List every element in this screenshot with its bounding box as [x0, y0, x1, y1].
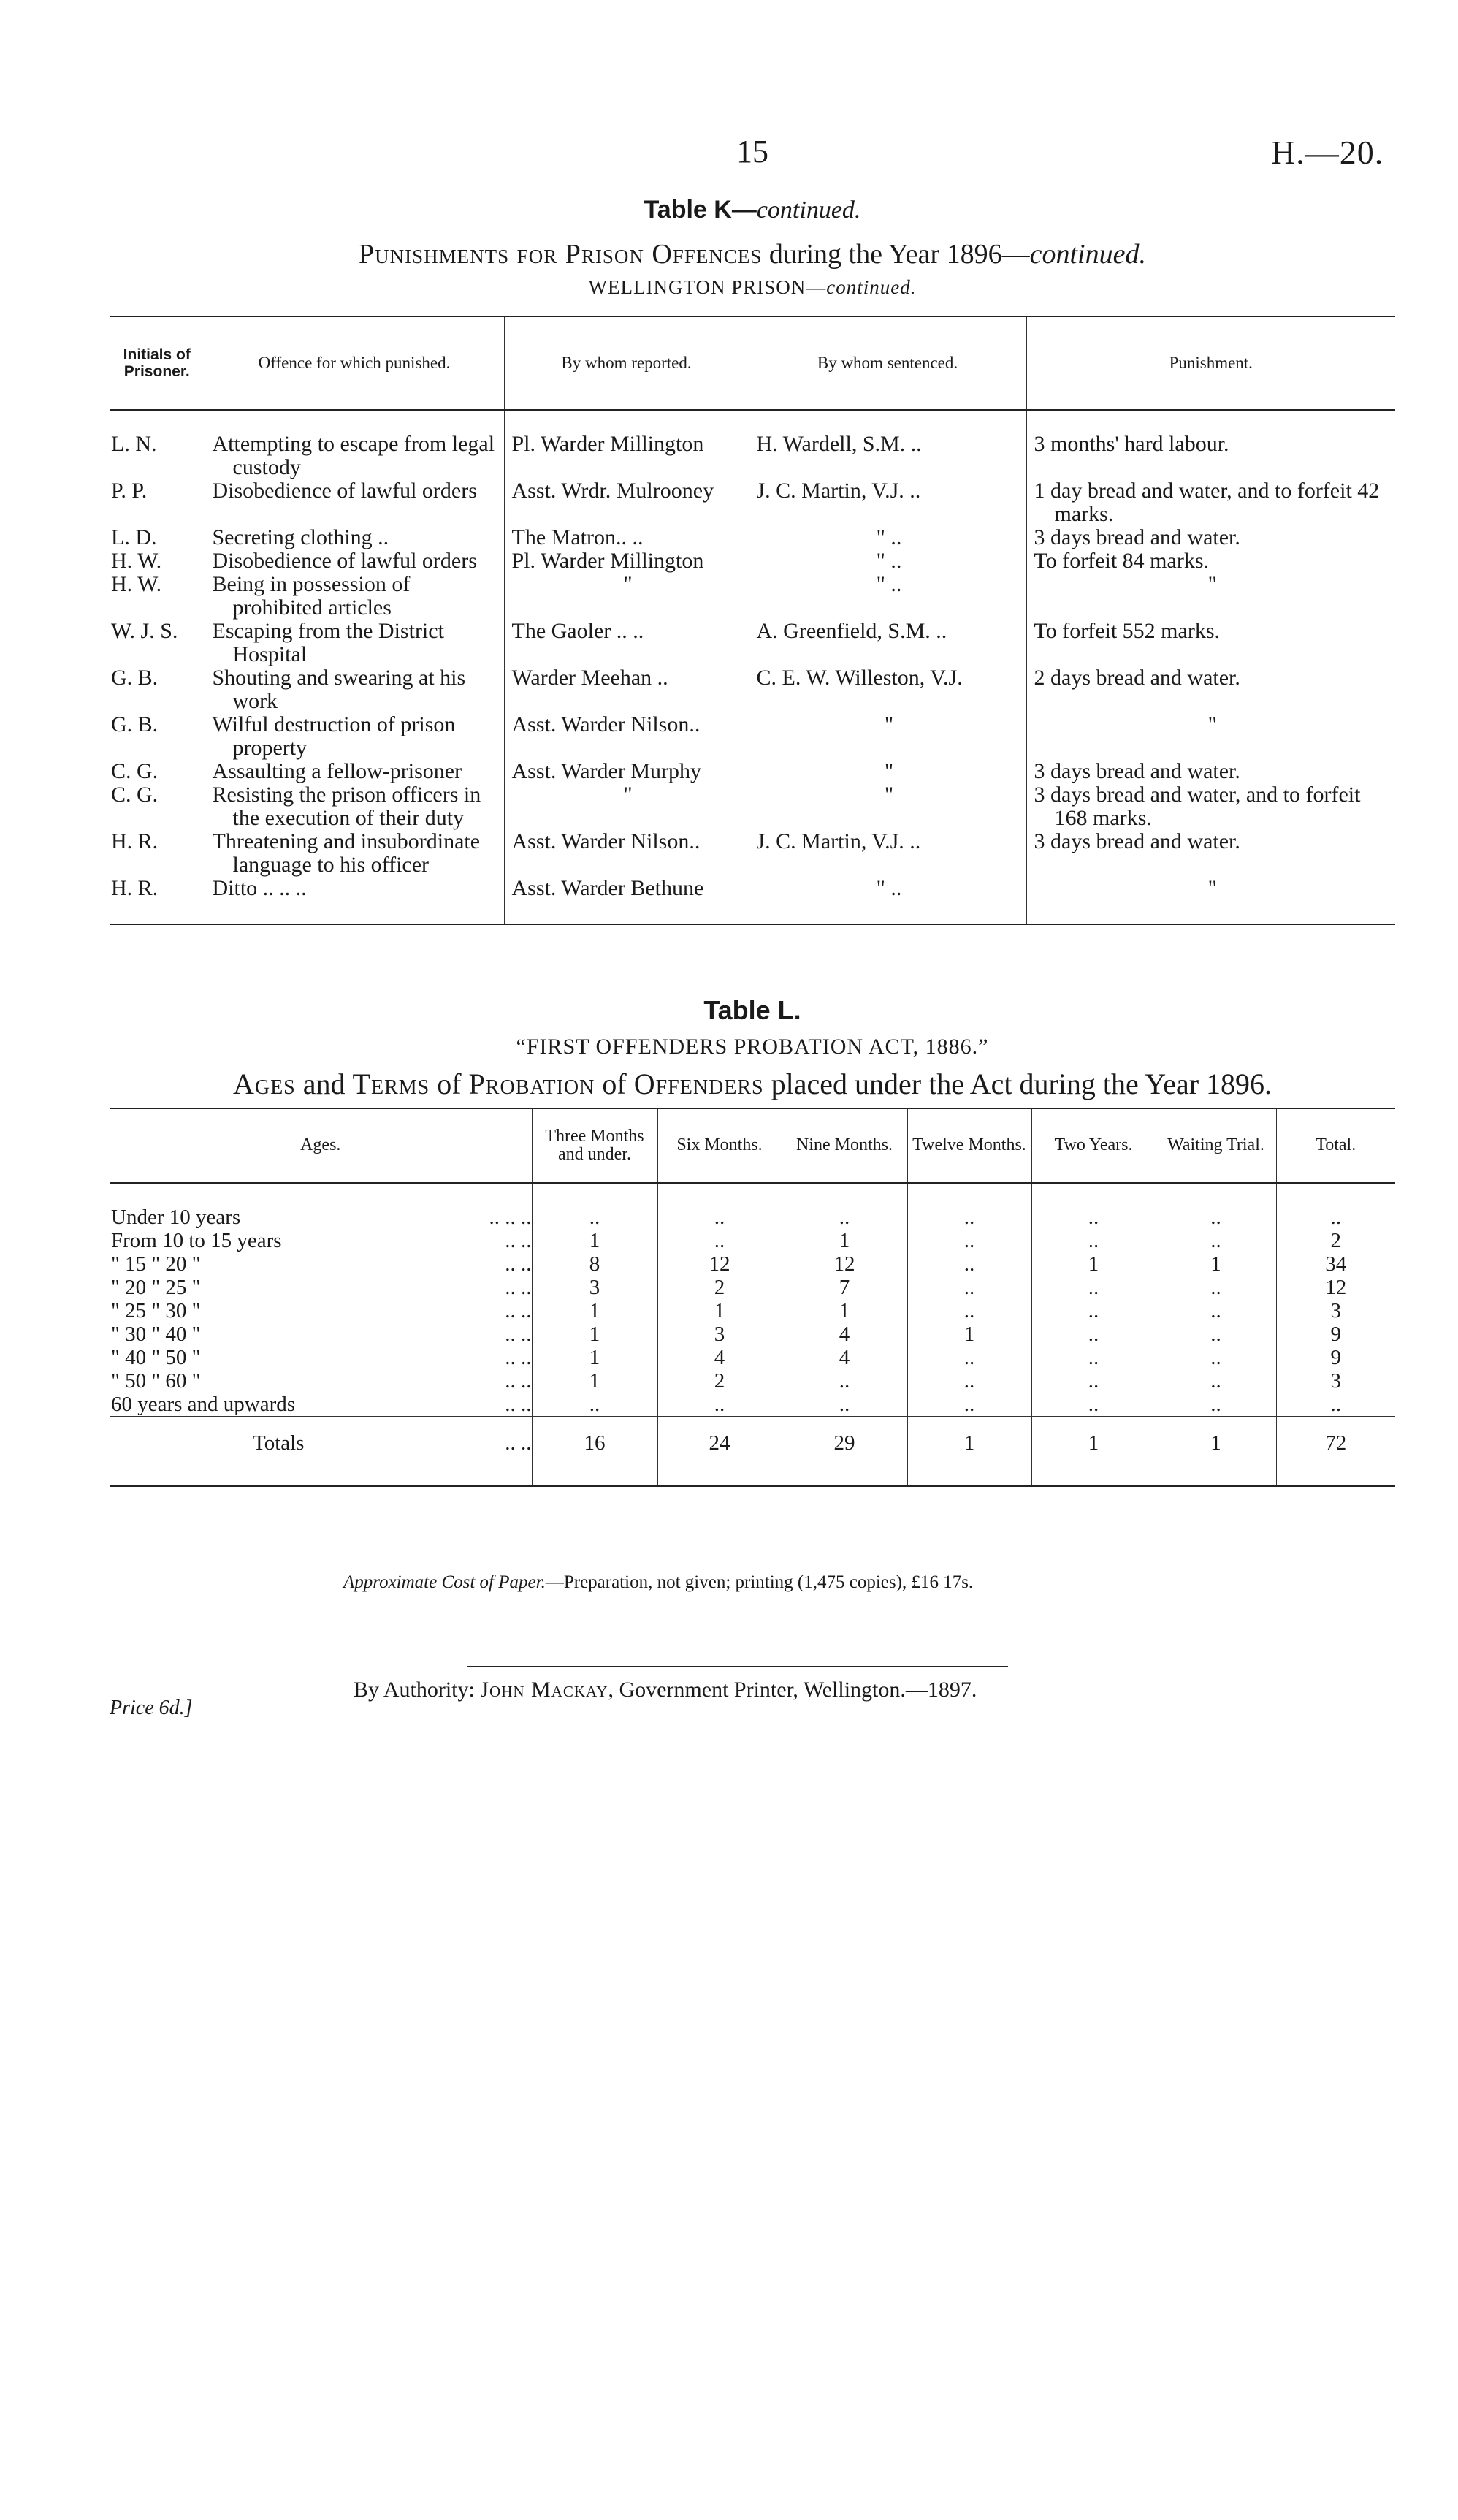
cell-punishment: 1 day bread and water, and to forfeit 42 marks.: [1026, 479, 1395, 526]
cell-sentenced-by: A. Greenfield, S.M. ..: [749, 620, 1026, 666]
cell-initials: W. J. S.: [111, 619, 178, 643]
table-l-title: Table L.: [703, 995, 801, 1025]
table-row: [110, 549, 1395, 573]
cell-waiting-trial: 1: [1156, 1417, 1276, 1470]
cost-label: Approximate Cost of Paper.: [343, 1572, 546, 1592]
col-header-total: Total.: [1276, 1108, 1395, 1183]
cell-total: 12: [1276, 1276, 1395, 1299]
cell-nine-months: 4: [782, 1322, 907, 1346]
leader-dots: .. ..: [505, 1346, 532, 1369]
cell-total: 9: [1276, 1322, 1395, 1346]
col-header-punishment: Punishment.: [1026, 316, 1395, 410]
table-row: [110, 1229, 1395, 1252]
age-label: " 25 " 30 ": [111, 1299, 201, 1322]
cell-initials: H. R.: [111, 876, 159, 900]
col-header-reported: By whom reported.: [504, 316, 749, 410]
table-row: [110, 573, 1395, 620]
cell-sentenced-by: ": [749, 760, 1026, 783]
cell-six-months: ..: [657, 1229, 782, 1252]
cell-initials: G. B.: [111, 666, 159, 690]
col-header-offence: Offence for which punished.: [205, 316, 504, 410]
table-k: [110, 316, 1395, 925]
cell-three-months: 3: [532, 1276, 657, 1299]
cell-twelve-months: ..: [907, 1369, 1031, 1393]
cell-two-years: ..: [1031, 1276, 1156, 1299]
cell-waiting-trial: ..: [1156, 1206, 1276, 1229]
cell-sentenced-by: " ..: [749, 573, 1026, 620]
cost-text: —Preparation, not given; printing (1,475 copies), £16 17s.: [545, 1572, 974, 1592]
table-row: [110, 1206, 1395, 1229]
cell-reported-by: Asst. Warder Murphy: [504, 760, 749, 783]
cell-offence: Being in possession of prohibited articles: [205, 573, 504, 620]
leader-dots: .. ..: [505, 1393, 532, 1416]
cell-two-years: ..: [1031, 1322, 1156, 1346]
cell-age: [110, 1252, 532, 1276]
cell-age: [110, 1369, 532, 1393]
cell-total: 9: [1276, 1346, 1395, 1369]
cell-three-months: 1: [532, 1322, 657, 1346]
cell-initials: H. W.: [111, 572, 162, 596]
table-k-subtitle-continued: continued.: [1029, 239, 1146, 270]
cell-sentenced-by: ": [749, 713, 1026, 760]
age-label: " 50 " 60 ": [111, 1369, 201, 1393]
leader-dots: .. .. ..: [489, 1206, 532, 1229]
cell-total: 34: [1276, 1252, 1395, 1276]
cell-nine-months: 1: [782, 1229, 907, 1252]
page-number: 15: [736, 134, 768, 170]
cell-total: 2: [1276, 1229, 1395, 1252]
cell-waiting-trial: ..: [1156, 1229, 1276, 1252]
table-l-body: [110, 1183, 1395, 1486]
cost-note: [343, 1572, 973, 1593]
cell-initials: C. G.: [111, 759, 159, 783]
cell-total: 3: [1276, 1369, 1395, 1393]
cell-six-months: ..: [657, 1393, 782, 1417]
cell-offence: Attempting to escape from legal custody: [205, 433, 504, 479]
cell-three-months: 16: [532, 1417, 657, 1470]
cell-punishment: ": [1026, 877, 1395, 900]
cell-punishment: 3 months' hard labour.: [1026, 433, 1395, 479]
cell-waiting-trial: 1: [1156, 1252, 1276, 1276]
age-label: From 10 to 15 years: [111, 1229, 282, 1252]
table-row: [110, 830, 1395, 877]
cell-punishment: ": [1026, 573, 1395, 620]
cell-age: [110, 1276, 532, 1299]
cell-age: [110, 1206, 532, 1229]
cell-waiting-trial: ..: [1156, 1346, 1276, 1369]
subtitle-word-offenders: Offenders: [633, 1067, 764, 1100]
cell-three-months: 8: [532, 1252, 657, 1276]
cell-nine-months: 12: [782, 1252, 907, 1276]
cell-two-years: 1: [1031, 1417, 1156, 1470]
cell-reported-by: Warder Meehan ..: [504, 666, 749, 713]
cell-sentenced-by: " ..: [749, 549, 1026, 573]
table-row: [110, 1276, 1395, 1299]
cell-age: [110, 1417, 532, 1470]
cell-two-years: ..: [1031, 1393, 1156, 1417]
cell-nine-months: ..: [782, 1393, 907, 1417]
cell-punishment: ": [1026, 713, 1395, 760]
cell-punishment: 2 days bread and water.: [1026, 666, 1395, 713]
age-label: 60 years and upwards: [111, 1393, 296, 1416]
cell-age: [110, 1346, 532, 1369]
col-header-initials: Initials of Prisoner.: [110, 316, 205, 410]
cell-offence: Ditto .. .. ..: [205, 877, 504, 900]
cell-offence: Secreting clothing ..: [205, 526, 504, 549]
table-k-subtitle-rest: during the Year 1896—: [762, 239, 1030, 270]
col-header-two-years: Two Years.: [1031, 1108, 1156, 1183]
col-header-twelve-months: Twelve Months.: [907, 1108, 1031, 1183]
cell-punishment: To forfeit 552 marks.: [1026, 620, 1395, 666]
table-row: [110, 1369, 1395, 1393]
cell-two-years: ..: [1031, 1229, 1156, 1252]
subtitle-and: and: [295, 1067, 353, 1100]
cell-three-months: ..: [532, 1206, 657, 1229]
table-k-header: [110, 316, 1395, 410]
cell-initials: L. N.: [111, 432, 157, 456]
table-l-subtitle: [0, 1067, 1458, 1101]
subtitle-word-terms: Terms: [352, 1067, 430, 1100]
cell-reported-by: Asst. Warder Nilson..: [504, 830, 749, 877]
cell-six-months: 2: [657, 1369, 782, 1393]
cell-offence: Assaulting a fellow-prisoner: [205, 760, 504, 783]
cell-reported-by: ": [504, 573, 749, 620]
authority-suffix: , Government Printer, Wellington.—1897.: [608, 1678, 977, 1702]
cell-initials: H. R.: [111, 829, 159, 853]
cell-three-months: 1: [532, 1346, 657, 1369]
cell-reported-by: The Gaoler .. ..: [504, 620, 749, 666]
table-row: [110, 433, 1395, 479]
cell-offence: Shouting and swearing at his work: [205, 666, 504, 713]
cell-offence: Resisting the prison officers in the execution of their duty: [205, 783, 504, 830]
cell-three-months: ..: [532, 1393, 657, 1417]
cell-offence: Wilful destruction of prison property: [205, 713, 504, 760]
cell-two-years: ..: [1031, 1346, 1156, 1369]
cell-reported-by: Asst. Wrdr. Mulrooney: [504, 479, 749, 526]
cell-punishment: 3 days bread and water, and to forfeit 168 marks.: [1026, 783, 1395, 830]
cell-twelve-months: ..: [907, 1229, 1031, 1252]
cell-punishment: 3 days bread and water.: [1026, 760, 1395, 783]
age-label: " 40 " 50 ": [111, 1346, 201, 1369]
cell-punishment: To forfeit 84 marks.: [1026, 549, 1395, 573]
cell-twelve-months: ..: [907, 1206, 1031, 1229]
cell-total: ..: [1276, 1393, 1395, 1417]
col-header-nine-months: Nine Months.: [782, 1108, 907, 1183]
cell-initials: H. W.: [111, 549, 162, 573]
cell-reported-by: ": [504, 783, 749, 830]
cell-nine-months: 4: [782, 1346, 907, 1369]
table-k-body: [110, 410, 1395, 924]
table-row: [110, 1252, 1395, 1276]
cell-sentenced-by: J. C. Martin, V.J. ..: [749, 830, 1026, 877]
table-k-subtitle-caps: Punishments for Prison Offences: [359, 239, 763, 270]
cell-twelve-months: 1: [907, 1417, 1031, 1470]
cell-offence: Threatening and insubordinate language to his officer: [205, 830, 504, 877]
cell-sentenced-by: C. E. W. Willeston, V.J.: [749, 666, 1026, 713]
col-header-ages: Ages.: [110, 1108, 532, 1183]
table-row: [110, 1346, 1395, 1369]
leader-dots: .. ..: [505, 1252, 532, 1276]
price: Price 6d.]: [110, 1697, 193, 1719]
cell-two-years: ..: [1031, 1369, 1156, 1393]
cell-six-months: 2: [657, 1276, 782, 1299]
cell-age: [110, 1229, 532, 1252]
cell-twelve-months: ..: [907, 1276, 1031, 1299]
cell-six-months: 1: [657, 1299, 782, 1322]
cell-three-months: 1: [532, 1299, 657, 1322]
cell-reported-by: Pl. Warder Millington: [504, 433, 749, 479]
table-k-prison: [0, 276, 1458, 299]
table-row: [110, 1299, 1395, 1322]
table-row: [110, 1393, 1395, 1417]
cell-sentenced-by: H. Wardell, S.M. ..: [749, 433, 1026, 479]
cell-nine-months: ..: [782, 1369, 907, 1393]
table-k-title-continued: continued.: [756, 197, 861, 224]
cell-twelve-months: ..: [907, 1299, 1031, 1322]
cell-three-months: 1: [532, 1369, 657, 1393]
table-k-prison-name: WELLINGTON PRISON—: [588, 276, 827, 298]
table-l-act: “FIRST OFFENDERS PROBATION ACT, 1886.”: [516, 1035, 989, 1059]
cell-nine-months: 1: [782, 1299, 907, 1322]
cell-six-months: 12: [657, 1252, 782, 1276]
cell-sentenced-by: " ..: [749, 526, 1026, 549]
table-row: [110, 620, 1395, 666]
cell-total: ..: [1276, 1206, 1395, 1229]
leader-dots: .. ..: [505, 1276, 532, 1299]
cell-waiting-trial: ..: [1156, 1276, 1276, 1299]
cell-punishment: 3 days bread and water.: [1026, 830, 1395, 877]
leader-dots: .. ..: [505, 1369, 532, 1393]
subtitle-word-probation: Probation: [468, 1067, 595, 1100]
table-k-prison-continued: continued.: [826, 276, 917, 298]
col-header-sentenced: By whom sentenced.: [749, 316, 1026, 410]
cell-twelve-months: ..: [907, 1346, 1031, 1369]
cell-sentenced-by: ": [749, 783, 1026, 830]
cell-twelve-months: ..: [907, 1393, 1031, 1417]
cell-initials: G. B.: [111, 712, 159, 736]
table-row: [110, 877, 1395, 900]
cell-twelve-months: 1: [907, 1322, 1031, 1346]
cell-six-months: ..: [657, 1206, 782, 1229]
cell-age: [110, 1299, 532, 1322]
cell-offence: Escaping from the District Hospital: [205, 620, 504, 666]
age-label: Under 10 years: [111, 1206, 241, 1229]
footer-rule: [467, 1666, 1008, 1667]
cell-age: [110, 1393, 532, 1417]
table-k-subtitle: [0, 238, 1458, 270]
table-k-title: [0, 196, 1458, 224]
table-row: [110, 479, 1395, 526]
table-row: [110, 1322, 1395, 1346]
table-row: [110, 526, 1395, 549]
table-row: [110, 666, 1395, 713]
leader-dots: .. ..: [505, 1322, 532, 1346]
cell-three-months: 1: [532, 1229, 657, 1252]
authority-line: [354, 1678, 977, 1702]
cell-offence: Disobedience of lawful orders: [205, 479, 504, 526]
age-label: Totals: [253, 1431, 305, 1455]
subtitle-rest: placed under the Act during the Year 1896.: [763, 1067, 1272, 1100]
cell-reported-by: The Matron.. ..: [504, 526, 749, 549]
cell-sentenced-by: J. C. Martin, V.J. ..: [749, 479, 1026, 526]
cell-two-years: 1: [1031, 1252, 1156, 1276]
subtitle-of-2: of: [595, 1067, 634, 1100]
col-header-six-months: Six Months.: [657, 1108, 782, 1183]
totals-row: [110, 1417, 1395, 1470]
cell-six-months: 24: [657, 1417, 782, 1470]
table-l: [110, 1108, 1395, 1487]
cell-six-months: 4: [657, 1346, 782, 1369]
table-row: [110, 783, 1395, 830]
cell-offence: Disobedience of lawful orders: [205, 549, 504, 573]
cell-age: [110, 1322, 532, 1346]
cell-total: 3: [1276, 1299, 1395, 1322]
age-label: " 15 " 20 ": [111, 1252, 201, 1276]
age-label: " 20 " 25 ": [111, 1276, 201, 1299]
cell-reported-by: Asst. Warder Nilson..: [504, 713, 749, 760]
subtitle-of-1: of: [430, 1067, 469, 1100]
leader-dots: .. ..: [505, 1431, 532, 1455]
table-l-header: [110, 1108, 1395, 1183]
cell-two-years: ..: [1031, 1206, 1156, 1229]
cell-total: 72: [1276, 1417, 1395, 1470]
cell-punishment: 3 days bread and water.: [1026, 526, 1395, 549]
leader-dots: .. ..: [505, 1229, 532, 1252]
cell-waiting-trial: ..: [1156, 1299, 1276, 1322]
col-header-waiting-trial: Waiting Trial.: [1156, 1108, 1276, 1183]
cell-reported-by: Asst. Warder Bethune: [504, 877, 749, 900]
cell-waiting-trial: ..: [1156, 1369, 1276, 1393]
cell-initials: P. P.: [111, 479, 148, 503]
table-row: [110, 760, 1395, 783]
col-header-three-months: Three Months and under.: [532, 1108, 657, 1183]
authority-prefix: By Authority:: [354, 1678, 481, 1702]
cell-six-months: 3: [657, 1322, 782, 1346]
table-row: [110, 713, 1395, 760]
age-label: " 30 " 40 ": [111, 1322, 201, 1346]
cell-initials: C. G.: [111, 783, 159, 807]
cell-sentenced-by: " ..: [749, 877, 1026, 900]
cell-two-years: ..: [1031, 1299, 1156, 1322]
cell-waiting-trial: ..: [1156, 1322, 1276, 1346]
cell-nine-months: 7: [782, 1276, 907, 1299]
leader-dots: .. ..: [505, 1299, 532, 1322]
cell-initials: L. D.: [111, 525, 157, 549]
page-reference: H.—20.: [1271, 134, 1384, 171]
cell-reported-by: Pl. Warder Millington: [504, 549, 749, 573]
cell-nine-months: ..: [782, 1206, 907, 1229]
printer-name: John Mackay: [480, 1678, 608, 1702]
cell-twelve-months: ..: [907, 1252, 1031, 1276]
cell-waiting-trial: ..: [1156, 1393, 1276, 1417]
cell-nine-months: 29: [782, 1417, 907, 1470]
subtitle-word-ages: Ages: [232, 1067, 296, 1100]
table-k-title-text: Table K—: [644, 196, 757, 224]
